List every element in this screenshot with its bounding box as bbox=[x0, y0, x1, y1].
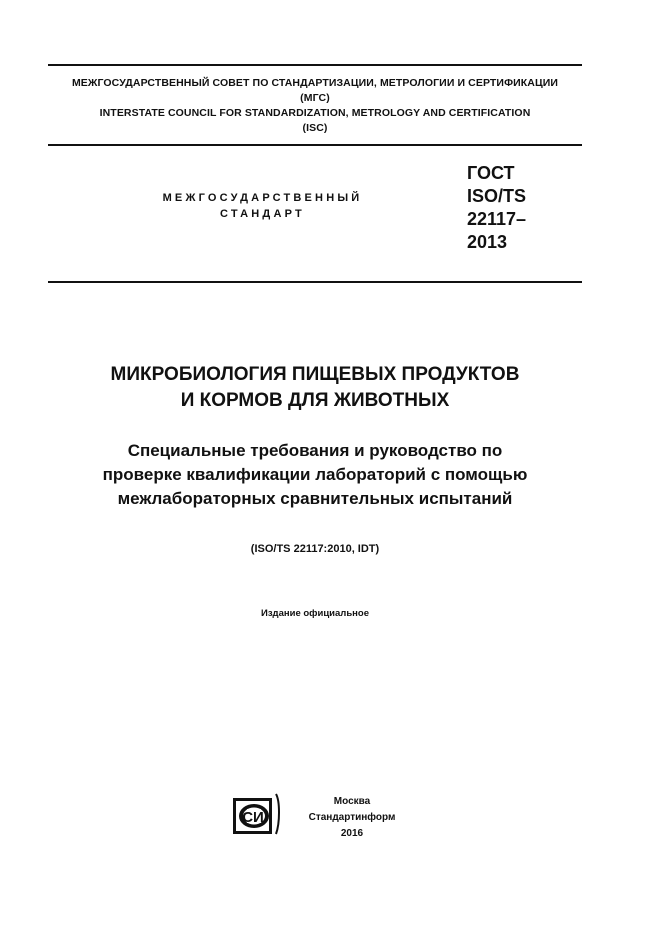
edition-label: Издание официальное bbox=[261, 608, 369, 619]
designation-line-4: 2013 bbox=[467, 232, 508, 252]
logo-graphic bbox=[232, 793, 282, 837]
subtitle-line-2: проверке квалификации лабораторий с помощью bbox=[102, 465, 528, 484]
top-divider bbox=[48, 64, 582, 66]
designation-line-3: 22117– bbox=[467, 209, 527, 229]
council-name-ru: МЕЖГОСУДАРСТВЕННЫЙ СОВЕТ ПО СТАНДАРТИЗАЦИИ, МЕТРОЛОГИИ И СЕРТИФИКАЦИИ bbox=[71, 77, 559, 89]
council-abbr-en: (ISC) bbox=[302, 122, 328, 134]
standartinform-logo-icon bbox=[232, 793, 282, 837]
iso-equivalence: (ISO/TS 22117:2010, IDT) bbox=[250, 543, 380, 555]
publisher-info bbox=[290, 794, 414, 842]
header-divider bbox=[48, 144, 582, 146]
subtitle-line-3: межлабораторных сравнительных испытаний bbox=[117, 489, 513, 508]
designation-line-1: ГОСТ bbox=[467, 163, 515, 183]
document-title bbox=[48, 362, 582, 414]
logo-text: СИ bbox=[242, 809, 264, 826]
title-line-1: МИКРОБИОЛОГИЯ ПИЩЕВЫХ ПРОДУКТОВ bbox=[110, 364, 520, 385]
publisher-city: Москва bbox=[333, 796, 371, 807]
standard-type bbox=[130, 190, 395, 222]
subtitle-line-1: Специальные требования и руководство по bbox=[127, 441, 503, 460]
standard-type-line-1: МЕЖГОСУДАРСТВЕННЫЙ bbox=[162, 192, 363, 204]
document-subtitle bbox=[48, 439, 582, 511]
council-header bbox=[48, 76, 582, 136]
publication-year: 2016 bbox=[340, 828, 364, 839]
council-name-en: INTERSTATE COUNCIL FOR STANDARDIZATION, METROLOGY AND CERTIFICATION bbox=[99, 107, 531, 119]
title-line-2: И КОРМОВ ДЛЯ ЖИВОТНЫХ bbox=[180, 390, 450, 411]
designation-divider bbox=[48, 281, 582, 283]
council-abbr-ru: (МГС) bbox=[300, 92, 330, 104]
standard-designation bbox=[467, 162, 526, 254]
designation-line-2: ISO/TS bbox=[467, 186, 527, 206]
publisher-name: Стандартинформ bbox=[308, 812, 396, 823]
standard-type-line-2: СТАНДАРТ bbox=[220, 208, 305, 220]
